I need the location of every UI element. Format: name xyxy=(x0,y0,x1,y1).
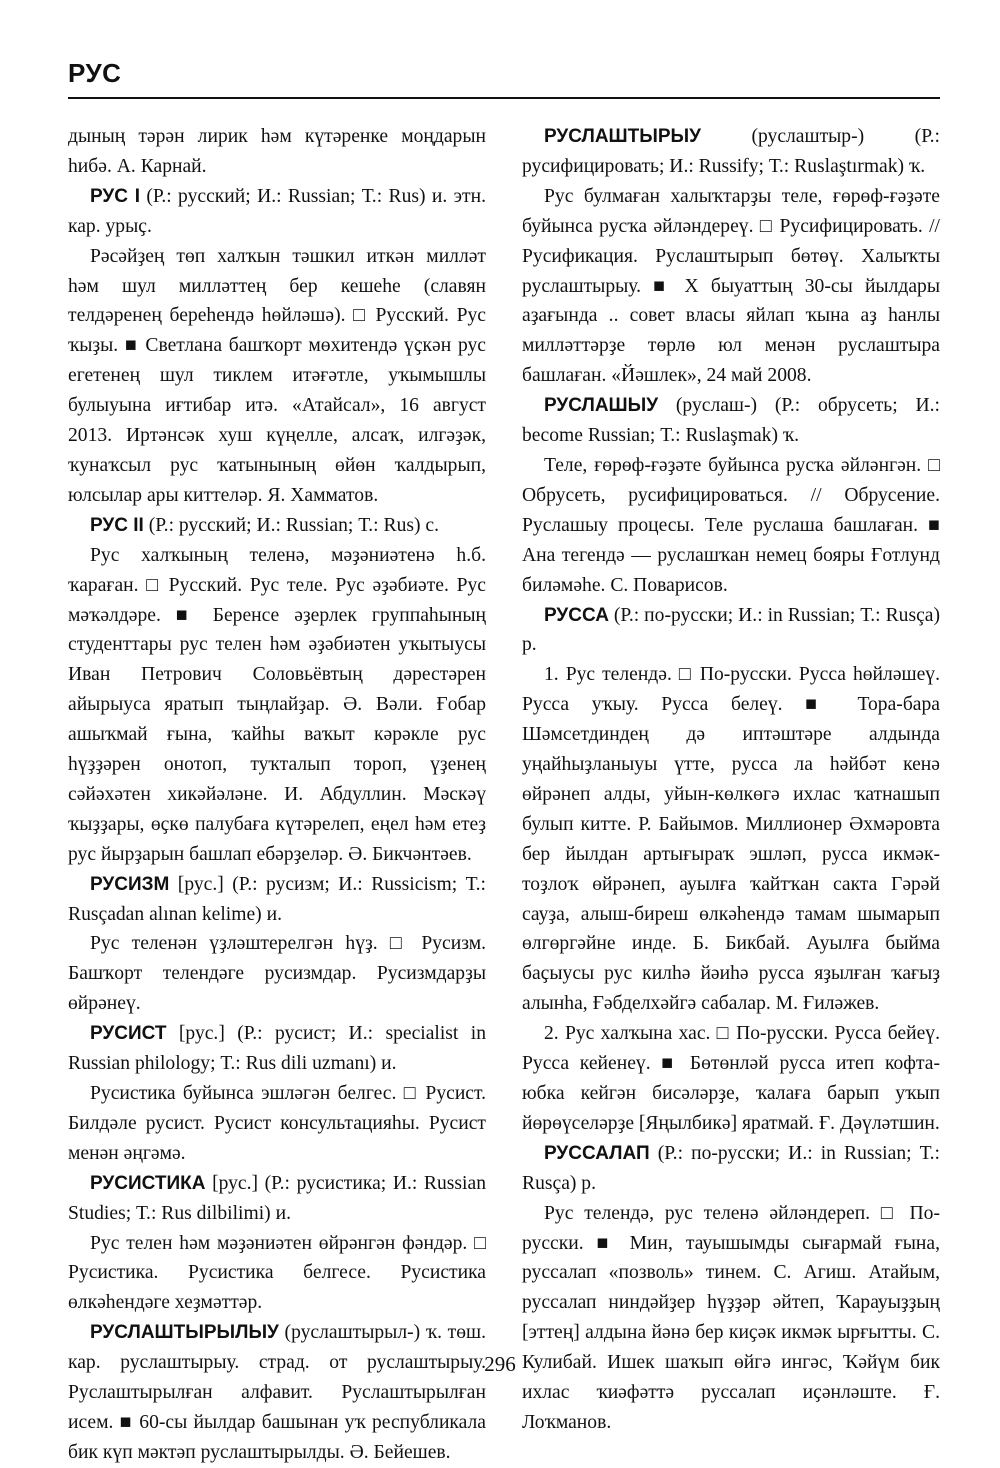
dictionary-entry xyxy=(68,1019,486,1079)
headword: РУССАЛАП xyxy=(544,1142,650,1164)
headword: РУСИЗМ xyxy=(90,873,170,895)
entry-text: Рус теленән үҙләштерелгән һүҙ. □ Русизм. Башҡорт телендәге русизмдар. Русизмдарҙы өйрәнеү. xyxy=(68,933,486,1015)
entry-paragraph xyxy=(68,541,486,870)
dictionary-entry xyxy=(522,122,940,182)
entry-paragraph xyxy=(68,1079,486,1169)
entry-text: Рус булмаған халыҡтарҙы теле, ғөрөф-ғәҙәте буйынса русҡа әйләндереү. □ Русифицировать. // Русификация. Руслаштырып бөтөү. Халыҡты руслаштырыу. ■ Х быуаттың 30-сы йылдары аҙағында .. совет власы яйлап ҡына аҙ һанлы милләттәрҙе төрлө юл менән руслаштыра башлаған. «Йәшлек», 24 май 2008. xyxy=(522,185,940,387)
entry-paragraph xyxy=(522,1199,940,1438)
dictionary-entry xyxy=(522,601,940,661)
entry-text: дының тәрән лирик һәм күтәренке моңдарын һибә. А. Карнай. xyxy=(68,126,486,177)
entry-text: 1. Рус телендә. □ По-русски. Русса һөйләшеү. Русса уҡыу. Русса белеү. ■ Тора-бара Шәмсетдиндең дә иптәштәре алдында уңайһыҙланыуы үтте, русса ла һәйбәт кенә өйрәнеп алды, уйын-көлкөгә ихлас ҡатнашып булып китте. Р. Байымов. Миллионер Әхмәровта бер йылдан артығыраҡ эшләп, русса икмәк-тоҙлоҡ өйрәнеп, ауылға ҡайтҡан сакта Гәрәй сауҙа, алыш-биреш өлкәһендә тамам шымарып өлгөргәйне инде. Б. Бикбай. Ауылға быйма баҫыусы рус килһә йәиһә русса яҙылған ҡағыҙ алынһа, Ғәбделхәйгә сабалар. М. Ғиләжев. xyxy=(522,664,940,1015)
entry-text: (руслаштырыл-) ҡ. төш. кар. руслаштырыу. страд. от руслаштырыу. Руслаштырылған алфавит. Руслаштырылған исем. ■ 60-сы йылдар башынан уҡ республикала бик күп мәктәп руслаштырылды. Ә. Бейешев. xyxy=(68,1322,486,1463)
running-head: РУС xyxy=(68,58,122,88)
dictionary-entry xyxy=(522,391,940,451)
entry-text: [рус.] (Р.: русизм; И.: Russicism; Т.: Rusçadan alınan kelime) и. xyxy=(68,873,486,925)
entry-text: Теле, ғөрөф-ғәҙәте буйынса русҡа әйләнгән. □ Обрусеть, русифицироваться. // Обрусение. Руслашыу процесы. Теле руслаша башлаған. ■ Ана тегендә — руслашҡан немец бояры Ғотлунд биләмәһе. С. Поварисов. xyxy=(522,454,940,596)
headword: РУС I xyxy=(90,185,140,207)
entry-text: (Р.: русский; И.: Russian; Т.: Rus) и. этн. кар. урыҫ. xyxy=(68,185,486,237)
entry-text: (Р.: русский; И.: Russian; Т.: Rus) с. xyxy=(143,514,440,536)
entry-text: (Р.: по-русски; И.: in Russian; Т.: Rusça) р. xyxy=(522,604,940,656)
entry-paragraph xyxy=(522,1019,940,1139)
page-number: 296 xyxy=(484,1352,516,1376)
entry-text: Рус халҡының теленә, мәҙәниәтенә һ.б. ҡараған. □ Русский. Рус теле. Рус әҙәбиәте. Рус мәҡәлдәре. ■ Беренсе әҙерлек группаһының студенттары рус телен һәм әҙәбиәтен уҡытыусы Иван Петрович Соловьёвтың дәрестәрен айырыуса яратып тыңлайҙар. Ә. Вәли. Ғобар ашыҡмай ғына, ҡайһы ваҡыт кәрәкле рус һүҙҙәрен онотоп, туҡталып тороп, үҙенең сәйәхәтен хикәйәләне. И. Абдуллин. Мәскәү ҡыҙҙары, өҫкө палубаға күтәрелеп, еңел һәм етеҙ рус йырҙарын башлап ебәрҙеләр. Ә. Бикчәнтәев. xyxy=(68,544,486,865)
entry-paragraph xyxy=(68,929,486,1019)
dictionary-entry xyxy=(522,1139,940,1199)
dictionary-entry xyxy=(68,870,486,930)
entry-paragraph xyxy=(522,182,940,391)
entry-text: Рус телендә, рус теленә әйләндереп. □ По-русски. ■ Мин, тауышымды сығармай ғына, руссалап «позволь» тинем. С. Агиш. Атайым, руссалап ниндәйҙер һүҙҙәр әйтеп, Ҡарауыҙҙың [эттең] алдына йәнә бер киҫәк икмәк ырғытты. С. Кулибай. Ишек шаҡып өйгә ингәс, Ҡәйүм бик ихлас ҡиәфәттә руссалап иҫәнләште. Ғ. Лоҡманов. xyxy=(522,1202,940,1433)
dictionary-entry xyxy=(68,511,486,541)
dictionary-entry xyxy=(68,1318,486,1468)
entry-paragraph xyxy=(68,242,486,511)
entry-text: Рус телен һәм мәҙәниәтен өйрәнгән фәндәр. □ Русистика. Русистика белгесе. Русистика өлкәһендәге хеҙмәттәр. xyxy=(68,1232,486,1314)
headword: РУСИСТ xyxy=(90,1023,167,1045)
entry-text: [рус.] (Р.: русист; И.: specialist in Russian philology; Т.: Rus dili uzmanı) и. xyxy=(68,1023,486,1075)
entry-paragraph xyxy=(68,1229,486,1319)
left-column xyxy=(68,122,486,1468)
entry-text: (руслаштыр-) (Р.: русифицировать; И.: Russify; Т.: Ruslaştırmak) ҡ. xyxy=(522,126,940,177)
right-column xyxy=(522,122,940,1438)
entry-paragraph xyxy=(522,660,940,1019)
headword: РУСИСТИКА xyxy=(90,1172,206,1194)
entry-text: 2. Рус халҡына хас. □ По-русски. Русса бейеү. Русса кейенеү. ■ Бөтөнләй русса итеп кофта-юбка кейгән бисәләрҙе, ҡалаға барып уҡып йөрөүселәрҙе [Яңылбикә] яратмай. Ғ. Дәүләтшин. xyxy=(522,1023,940,1134)
dictionary-entry xyxy=(68,182,486,242)
entry-text: Рәсәйҙең төп халҡын тәшкил иткән милләт һәм шул милләттең бер кешеһе (славян телдәренең береһендә һөйләшә). □ Русский. Рус ҡыҙы. ■ Светлана башҡорт мөхитендә үҫкән рус егетенең шул тиклем итәғәтле, уҡымышлы булыуына иғтибар итә. «Атайсал», 16 август 2013. Иртәнсәк хуш күңелле, алсаҡ, илгәҙәк, ҡунаҡсыл рус ҡатынының өйөн ҡалдырып, юлсылар ары киттеләр. Я. Хамматов. xyxy=(68,245,486,506)
headword: РУССА xyxy=(544,604,609,626)
headword: РУСЛАШТЫРЫЛЫУ xyxy=(90,1322,279,1344)
entry-text: (Р.: по-русски; И.: in Russian; Т.: Rusça) р. xyxy=(522,1142,940,1194)
entry-text: [рус.] (Р.: русистика; И.: Russian Studies; Т.: Rus dilbilimi) и. xyxy=(68,1172,486,1224)
dictionary-entry xyxy=(68,1169,486,1229)
entry-text: (руслаш-) (Р.: обрусеть; И.: become Russian; Т.: Ruslaşmak) ҡ. xyxy=(522,395,940,447)
entry-paragraph xyxy=(68,122,486,182)
headword: РУС II xyxy=(90,514,144,536)
headword: РУСЛАШЫУ xyxy=(544,395,659,417)
entry-paragraph xyxy=(522,451,940,601)
headword: РУСЛАШТЫРЫУ xyxy=(544,126,701,147)
header-rule xyxy=(68,97,940,99)
entry-text: Русистика буйынса эшләгән белгес. □ Русист. Билдәле русист. Русист консультацияһы. Русист менән әңгәмә. xyxy=(68,1083,486,1164)
